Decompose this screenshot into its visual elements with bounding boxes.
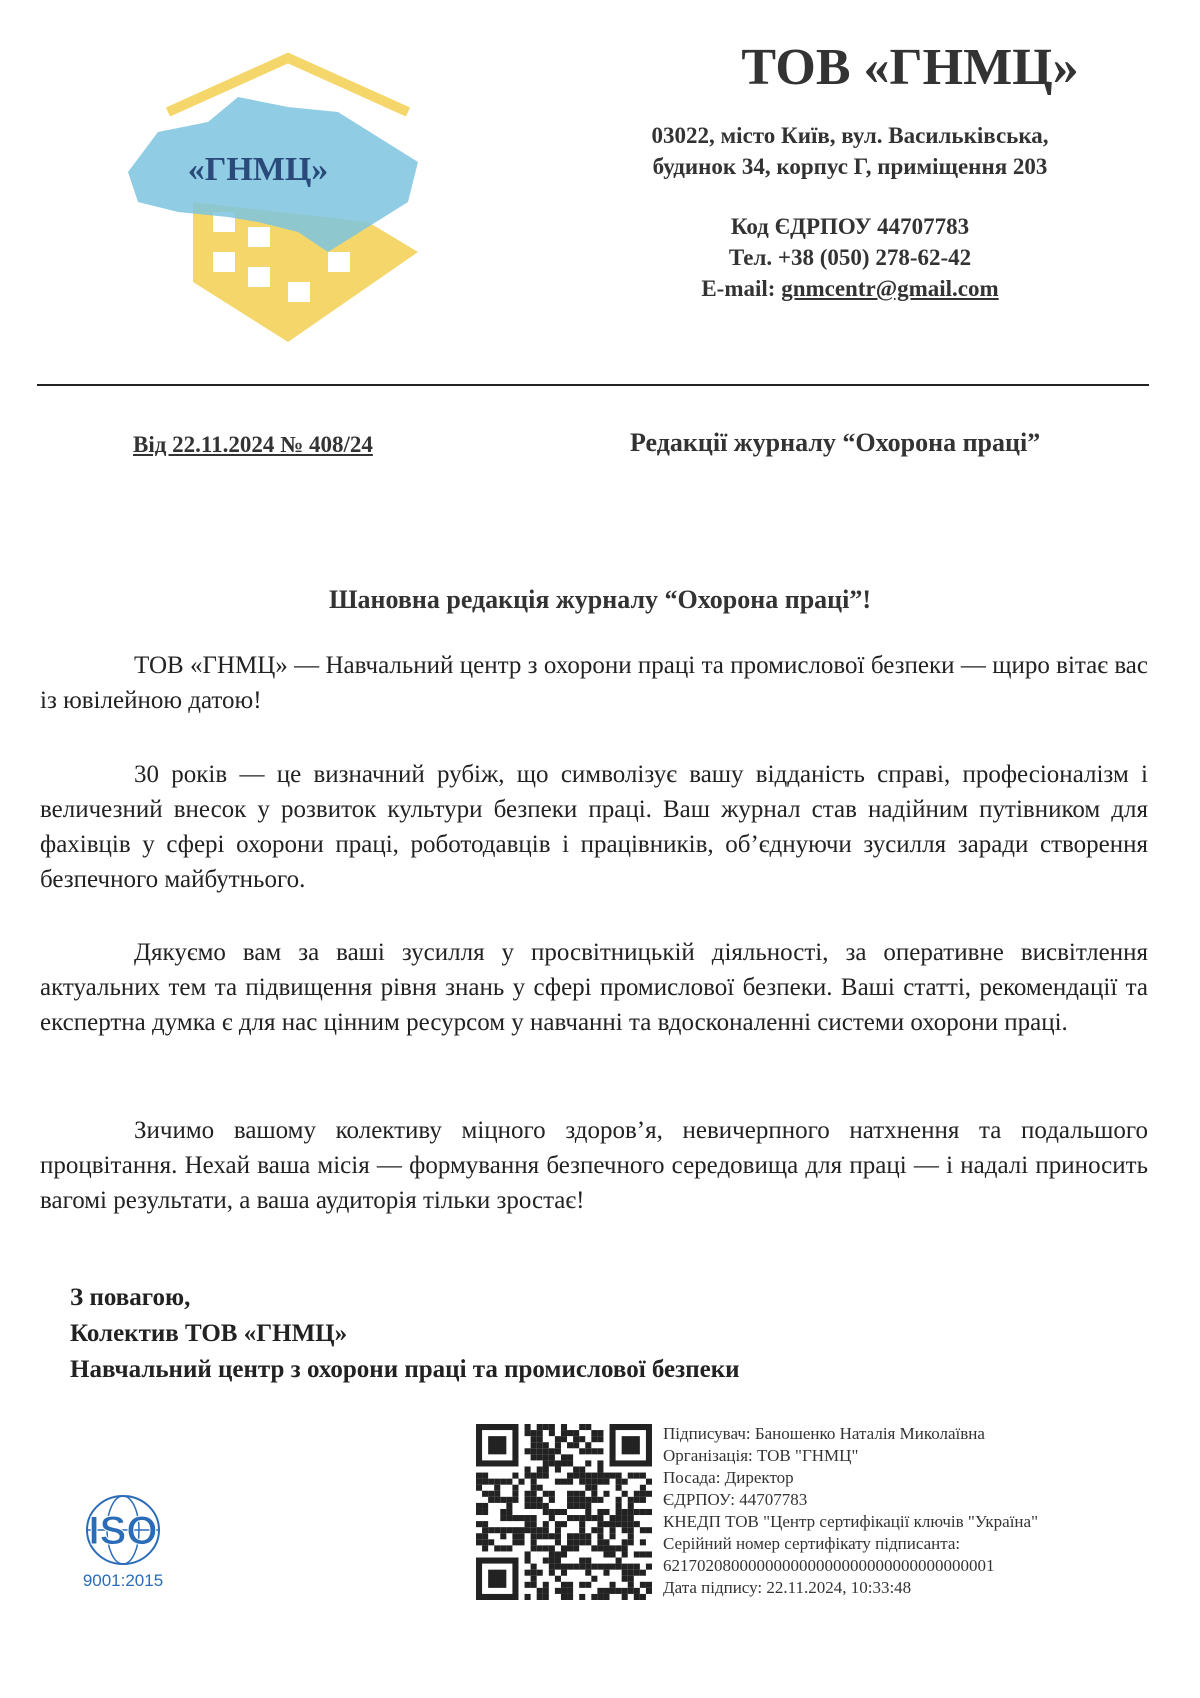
logo-text: «ГНМЦ»	[187, 151, 329, 188]
edrpou-code: Код ЄДРПОУ 44707783	[730, 214, 970, 239]
company-logo	[118, 52, 478, 352]
paragraph-3: Дякуємо вам за ваші зусилля у просвітницькій діяльності, за оперативне висвітлення актуальних тем та підвищення рівня знань у сфері промислової безпеки. Ваші статті, рекомендації та експертна думка є для нас цінним ресурсом у навчанні та вдосконаленні системи охорони праці.	[40, 939, 1148, 1036]
qr-code	[476, 1424, 652, 1600]
iso-certification-logo	[68, 1488, 178, 1593]
signoff-line: Навчальний центр з охорони праці та промислової безпеки	[70, 1356, 740, 1383]
serial-number: 621702080000000000000000000000000000001	[663, 1556, 995, 1575]
paragraph-4: Зичимо вашому колективу міцного здоров’я, невичерпного натхнення та подальшого процвітання. Нехай ваша місія — формування безпечного середовища для праці — і надалі приносить вагомі результати, а ваша аудиторія тільки зростає!	[40, 1117, 1148, 1214]
email-line	[590, 273, 1110, 304]
position: Посада: Директор	[663, 1468, 794, 1487]
organization: Організація: ТОВ "ГНМЦ"	[663, 1446, 859, 1465]
certificate-authority: КНЕДП ТОВ "Центр сертифікації ключів "Україна"	[663, 1512, 1039, 1531]
iso-standard: 9001:2015	[82, 1571, 164, 1590]
letter-reference: Від 22.11.2024 № 408/24	[133, 432, 373, 457]
email-link[interactable]: gnmcentr@gmail.com	[781, 276, 999, 301]
paragraph-2: 30 років — це визначний рубіж, що символізує вашу відданість справі, професіоналізм і величезний внесок у розвиток культури безпеки праці. Ваш журнал став надійним путівником для фахівців у сфері охорони праці, роботодавців і працівників, об’єднуючи зусилля заради створення безпечного майбутнього.	[40, 761, 1148, 893]
phone: Тел. +38 (050) 278-62-42	[728, 245, 972, 270]
header-divider	[37, 384, 1149, 386]
greeting: Шановна редакція журналу “Охорона праці”!	[328, 585, 872, 614]
signing-date: Дата підпису: 22.11.2024, 10:33:48	[663, 1578, 912, 1597]
signoff-line: З повагою,	[70, 1284, 191, 1311]
paragraph-1: ТОВ «ГНМЦ» — Навчальний центр з охорони праці та промислової безпеки — щиро вітає вас із ювілейною датою!	[40, 652, 1148, 714]
addressee: Редакції журналу “Охорона праці”	[630, 428, 1041, 457]
email-label: E-mail:	[701, 276, 782, 301]
edrpou: ЄДРПОУ: 44707783	[663, 1490, 808, 1509]
signer: Підписувач: Баношенко Наталія Миколаївна	[663, 1424, 985, 1443]
company-name: ТОВ «ГНМЦ»	[741, 39, 1079, 96]
iso-label: ISO	[88, 1509, 158, 1553]
digital-signature-info	[663, 1423, 1038, 1599]
address-line-1: 03022, місто Київ, вул. Васильківська,	[651, 123, 1049, 148]
address-line-2: будинок 34, корпус Г, приміщення 203	[652, 154, 1048, 179]
signoff-line: Колектив ТОВ «ГНМЦ»	[70, 1320, 348, 1347]
serial-label: Серійний номер сертифікату підписанта:	[663, 1534, 961, 1553]
signoff	[70, 1280, 740, 1388]
